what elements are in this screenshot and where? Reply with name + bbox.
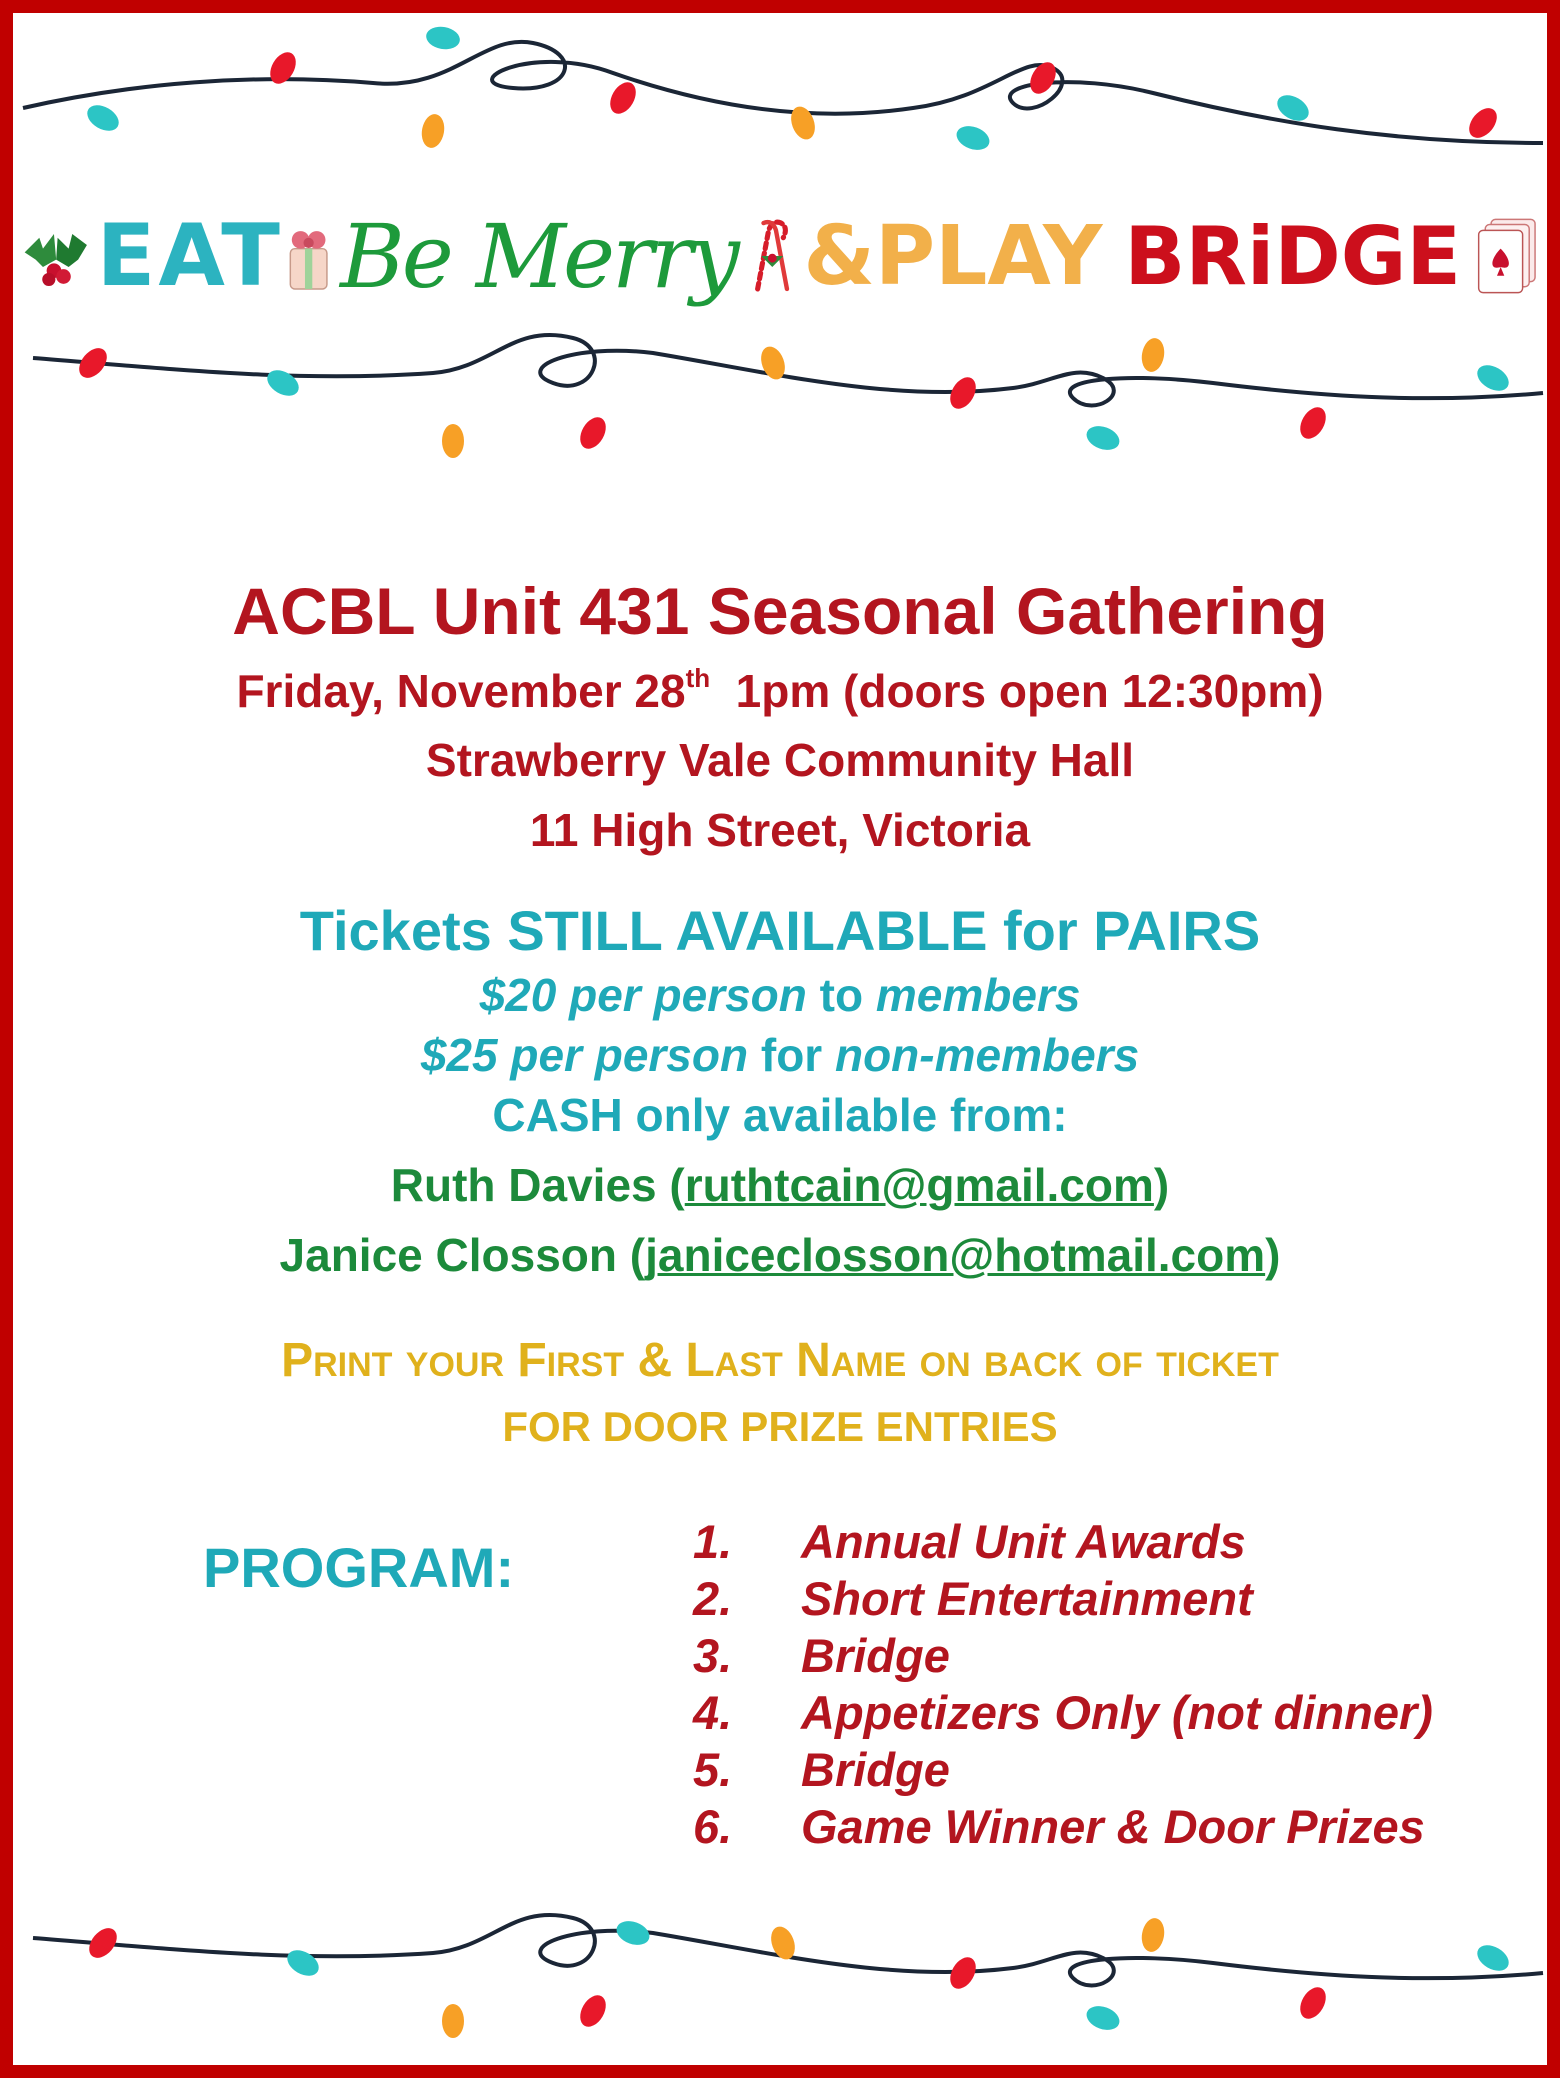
- gift-cake-icon: [283, 206, 334, 306]
- banner-be-merry: Be Merry: [340, 204, 737, 308]
- nonmembers-price-line: [13, 1028, 1547, 1082]
- holly-icon: [21, 206, 91, 306]
- event-time: 1pm (doors open 12:30pm): [735, 665, 1324, 717]
- program-item-text: Annual Unit Awards: [801, 1515, 1246, 1568]
- event-venue: Strawberry Vale Community Hall: [425, 734, 1135, 786]
- event-title: ACBL Unit 431 Seasonal Gathering: [232, 574, 1328, 648]
- program-item: [693, 1684, 1433, 1741]
- program-item: [693, 1798, 1433, 1855]
- candy-cane-icon: [743, 201, 802, 311]
- contact-name: Ruth Davies: [390, 1159, 657, 1211]
- event-address: 11 High Street, Victoria: [529, 804, 1031, 856]
- program-item: [693, 1627, 1433, 1684]
- print-note-line1: Print your First & Last Name on back of ticket: [281, 1334, 1279, 1387]
- nonmembers-price: $25 per person: [420, 1029, 749, 1081]
- contact-ruth: Ruth Davies (ruthtcain@gmail.com): [390, 1159, 1170, 1211]
- nonmembers-label: non-members: [834, 1029, 1140, 1081]
- program-item-number: 6.: [693, 1800, 733, 1853]
- program-item-number: 3.: [693, 1629, 733, 1682]
- event-datetime: [13, 663, 1547, 718]
- playing-cards-icon: [1475, 201, 1541, 311]
- program-item-text: Appetizers Only (not dinner): [801, 1686, 1433, 1739]
- members-label: members: [875, 969, 1081, 1021]
- contact-name: Janice Closson: [279, 1229, 617, 1281]
- event-date: Friday, November 28: [236, 665, 686, 717]
- christmas-lights-bottom: [13, 1893, 1547, 2078]
- program-item: [693, 1741, 1433, 1798]
- cash-note: CASH only available from:: [492, 1089, 1068, 1141]
- program-item-text: Bridge: [801, 1743, 950, 1796]
- banner-eat: EAT: [96, 206, 283, 306]
- members-price: $20 per person: [479, 969, 807, 1021]
- program-item-text: Game Winner & Door Prizes: [801, 1800, 1425, 1853]
- program-item-number: 5.: [693, 1743, 733, 1796]
- program-item-text: Bridge: [801, 1629, 950, 1682]
- nonmembers-connector: for: [760, 1029, 823, 1081]
- banner-bridge: BRiDGE: [1124, 209, 1462, 303]
- program-item-number: 4.: [693, 1686, 733, 1739]
- program-item: [693, 1570, 1433, 1627]
- christmas-lights-middle: [13, 303, 1547, 503]
- contact-janice: Janice Closson (janiceclosson@hotmail.com): [279, 1229, 1281, 1281]
- program-item-text: Short Entertainment: [801, 1572, 1253, 1625]
- program-list: [693, 1513, 1433, 1855]
- tickets-heading: Tickets STILL AVAILABLE for PAIRS: [299, 899, 1261, 962]
- banner-play: &PLAY: [803, 208, 1103, 304]
- program-item: [693, 1513, 1433, 1570]
- program-item-number: 2.: [693, 1572, 733, 1625]
- program-label: PROGRAM:: [203, 1536, 515, 1599]
- program-item-number: 1.: [693, 1515, 733, 1568]
- print-note-line2: FOR DOOR PRIZE ENTRIES: [502, 1403, 1058, 1450]
- email-link[interactable]: janiceclosson@hotmail.com: [645, 1229, 1266, 1281]
- members-price-line: [13, 968, 1547, 1022]
- event-date-suffix: th: [685, 663, 711, 693]
- members-connector: to: [819, 969, 864, 1021]
- email-link[interactable]: ruthtcain@gmail.com: [684, 1159, 1154, 1211]
